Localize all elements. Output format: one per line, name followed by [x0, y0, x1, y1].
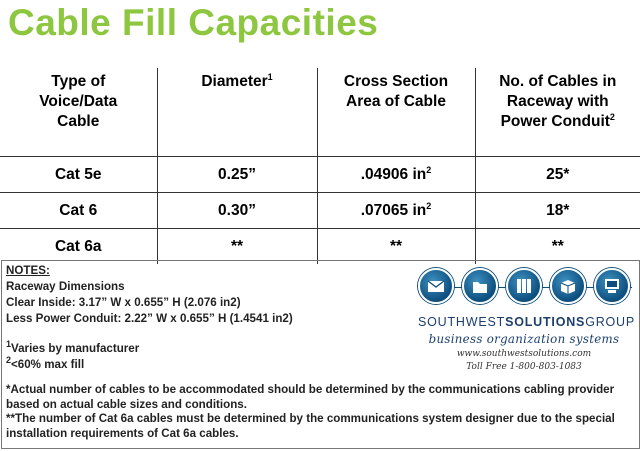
clear-inside: Clear Inside: 3.17” W x 0.655” H (2.076 in2): [6, 296, 241, 309]
footnote-asterisk: *Actual number of cables to be accommodated should be determined by the communications cabling provider based on actual cable sizes and conditions.: [6, 383, 615, 411]
raceway-dimensions: Raceway Dimensions: [6, 280, 125, 293]
cell-diameter: **: [157, 229, 317, 265]
company-phone: Toll Free 1-800-803-1083: [466, 362, 582, 372]
table-row: [0, 157, 640, 193]
cell-diameter: 0.25”: [157, 157, 317, 193]
cell-type: Cat 6a: [54, 237, 102, 255]
header-diameter: Diameter$^1$: [157, 68, 317, 157]
binders-icon: [506, 268, 542, 304]
page-title: Cable Fill Capacities: [8, 2, 379, 43]
cable-fill-table: [0, 68, 640, 264]
cell-area: .07065 $in^2$: [317, 193, 475, 229]
cell-type: Cat 6: [0, 193, 157, 229]
logo-icons: [418, 268, 630, 304]
notes-heading: NOTES:: [6, 264, 50, 277]
cell-count: 18*: [475, 193, 640, 229]
folder-icon: [462, 268, 498, 304]
cell-count: 25*: [475, 157, 640, 193]
footnote-2: $^2$<60% max fill: [6, 355, 85, 371]
table-row: [0, 229, 640, 265]
footnote-1: $^1$Varies by manufacturer: [6, 339, 140, 355]
footnotes-asterisk: [6, 383, 636, 441]
header-cable-count: No. of Cables in Raceway with Power Conduit$^2$: [475, 68, 640, 157]
cell-area: **: [317, 229, 475, 265]
company-website: www.southwestsolutions.com: [456, 349, 592, 359]
header-cable-type: Type of Voice/Data Cable: [0, 68, 157, 157]
envelope-icon: [418, 268, 454, 304]
cell-diameter: 0.30”: [157, 193, 317, 229]
header-cross-section: Cross Section Area of Cable: [317, 68, 475, 157]
box-icon: [550, 268, 586, 304]
company-tagline: business organization systems: [428, 332, 620, 346]
computer-icon: [594, 268, 630, 304]
company-logo: [418, 315, 636, 372]
cell-count: **: [475, 229, 640, 265]
table-row: [0, 193, 640, 229]
less-power-conduit: Less Power Conduit: 2.22” W x 0.655” H (1.4541 in2): [6, 312, 293, 325]
cell-type: Cat 5e: [0, 157, 157, 193]
table-header-row: [0, 68, 640, 157]
notes-section: [6, 263, 293, 373]
company-name: SOUTHWESTSOLUTIONSGROUP: [418, 315, 636, 329]
cell-area: .04906 $in^2$: [317, 157, 475, 193]
footnote-double-asterisk: **The number of Cat 6a cables must be determined by the communications system designer due to the special installation requirements of Cat 6a cables.: [6, 412, 615, 440]
